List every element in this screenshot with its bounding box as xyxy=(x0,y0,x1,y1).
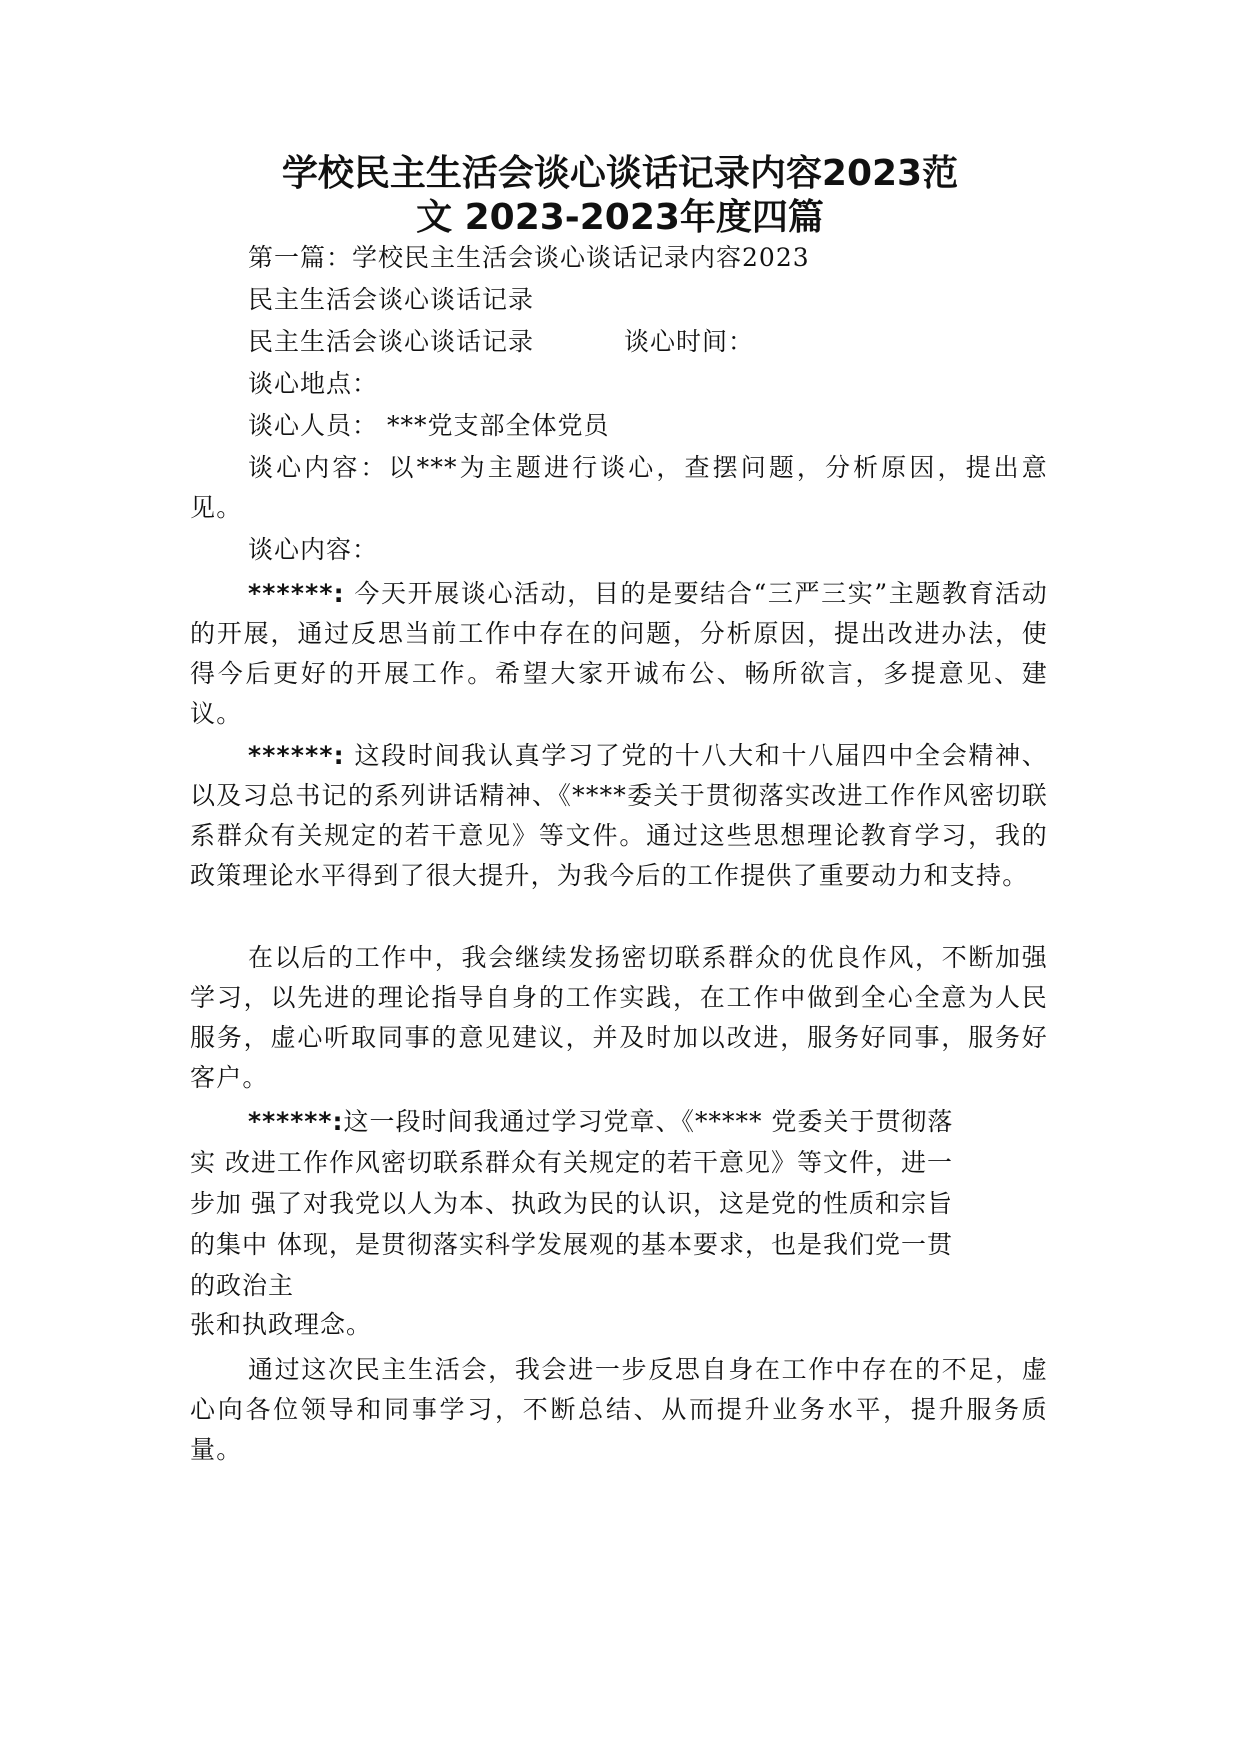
talk-content-label: 谈心内容： xyxy=(248,535,379,564)
talk-time-label: 谈心时间： xyxy=(624,327,755,356)
paragraph-2-text: 这段时间我认真学习了党的十八大和十八届四中全会精神、以及习总书记的系列讲话精神、《****委关于贯彻落实改进工作作风密切联系群众有关规定的若干意见》等文件。通过这些思想理论教育学习，我的政策理论水平得到了很大提升，为我今后的工作提供了重要动力和支持。 xyxy=(190,741,1048,890)
paragraph-4-line-1-text: 这一段时间我通过学习党章、《***** 党委关于贯彻落 xyxy=(343,1107,954,1136)
paragraph-4-line-5: 的政治主 xyxy=(190,1271,295,1300)
document-title-line-2: 文 2023-2023年度四篇 xyxy=(416,197,824,238)
paragraph-5: 通过这次民主生活会，我会进一步反思自身在工作中存在的不足，虚心向各位领导和同事学习，不断总结、从而提升业务水平，提升服务质量。 xyxy=(190,1355,1048,1464)
paragraph-2 xyxy=(190,736,1048,896)
talk-content-intro xyxy=(190,448,1048,528)
document-title-line-1: 学校民主生活会谈心谈话记录内容2023范 xyxy=(281,153,959,194)
record-label: 民主生活会谈心谈话记录 xyxy=(248,327,535,356)
talk-content-intro-label: 谈心内容： xyxy=(248,453,389,482)
paragraph-3: 在以后的工作中，我会继续发扬密切联系群众的优良作风，不断加强学习，以先进的理论指导自身的工作实践，在工作中做到全心全意为人民服务，虚心听取同事的意见建议，并及时加以改进，服务好同事，服务好客户。 xyxy=(190,943,1048,1092)
record-time-line xyxy=(248,322,754,358)
talk-people-label: 谈心人员： xyxy=(248,411,379,440)
paragraph-4-speaker: ******: xyxy=(248,1107,344,1136)
section-subheading: 民主生活会谈心谈话记录 xyxy=(248,285,535,314)
paragraph-1 xyxy=(190,574,1048,734)
paragraph-4-line-1 xyxy=(248,1102,953,1138)
talk-people-line xyxy=(248,406,609,442)
talk-content-intro-value: 以***为主题进行谈心，查摆问题，分析原因，提出意见。 xyxy=(190,453,1048,522)
section-heading: 第一篇：学校民主生活会谈心谈话记录内容2023 xyxy=(248,243,810,272)
paragraph-4-line-6: 张和执政理念。 xyxy=(190,1310,373,1339)
paragraph-4-line-4: 的集中 体现，是贯彻落实科学发展观的基本要求，也是我们党一贯 xyxy=(190,1230,953,1259)
talk-people-value: ***党支部全体党员 xyxy=(386,411,610,440)
paragraph-1-text: 今天开展谈心活动，目的是要结合“三严三实”主题教育活动的开展，通过反思当前工作中存在的问题，分析原因，提出改进办法，使得今后更好的开展工作。希望大家开诚布公、畅所欲言，多提意见、建议。 xyxy=(190,579,1048,728)
paragraph-1-speaker: ******: xyxy=(248,579,345,608)
paragraph-2-speaker: ******: xyxy=(248,741,345,770)
paragraph-4-line-2: 实 改进工作作风密切联系群众有关规定的若干意见》等文件，进一 xyxy=(190,1148,953,1177)
paragraph-4-line-3: 步加 强了对我党以人为本、执政为民的认识，这是党的性质和宗旨 xyxy=(190,1189,953,1218)
talk-place-label: 谈心地点： xyxy=(248,369,379,398)
